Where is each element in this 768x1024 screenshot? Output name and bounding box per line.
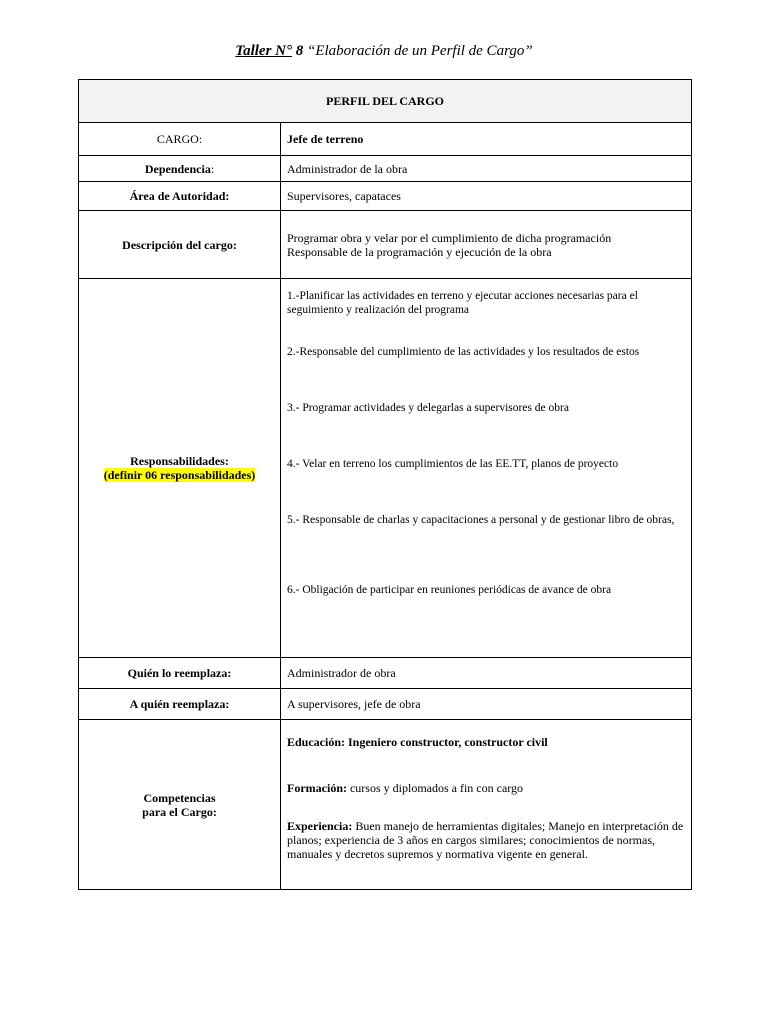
quien-reemplaza-value: Administrador de obra [281, 658, 692, 689]
responsabilidades-note: (definir 06 responsabilidades) [103, 468, 256, 482]
cargo-label: CARGO [156, 132, 199, 146]
responsabilidades-label: Responsabilidades: [130, 454, 229, 468]
responsabilidad-item: 5.- Responsable de charlas y capacitaciones a personal y de gestionar libro de obras, [287, 514, 675, 526]
descripcion-line-2: Responsable de la programación y ejecución de la obra [287, 244, 552, 259]
descripcion-line-1: Programar obra y velar por el cumplimiento de dicha programación [287, 230, 612, 245]
responsabilidad-item: 3.- Programar actividades y delegarlas a supervisores de obra [287, 402, 569, 414]
taller-label: Taller N° [235, 43, 292, 59]
quien-reemplaza-label: Quién lo reemplaza: [79, 658, 281, 689]
responsabilidades-label-cell [79, 279, 281, 658]
row-responsabilidades [79, 279, 692, 658]
row-competencias [79, 720, 692, 890]
educacion-block [287, 735, 685, 781]
responsabilidad-item: 6.- Obligación de participar en reuniones periódicas de avance de obra [287, 584, 612, 596]
taller-number: 8 [292, 43, 304, 59]
taller-subtitle: “Elaboración de un Perfil de Cargo” [303, 43, 533, 59]
experiencia-value: Buen manejo de herramientas digitales; Manejo en interpretación de planos; experiencia de 3 años en cargos similares; conocimientos de normas, manuales y decretos supremos y normativa vigente en general. [287, 819, 684, 861]
experiencia-key: Experiencia: [287, 819, 353, 833]
row-quien-reemplaza [79, 658, 692, 689]
experiencia-block [287, 819, 685, 861]
a-quien-reemplaza-value: A supervisores, jefe de obra [281, 689, 692, 720]
dependencia-label: Dependencia [144, 161, 211, 176]
dependencia-label-cell [79, 156, 281, 182]
area-value: Supervisores, capataces [281, 182, 692, 211]
dependencia-colon: : [210, 161, 215, 176]
competencias-label-line-1: Competencias [143, 790, 216, 805]
table-header-row [79, 80, 692, 123]
cargo-label-cell [79, 123, 281, 156]
row-cargo [79, 123, 692, 156]
row-area [79, 182, 692, 211]
competencias-label-line-2: para el Cargo: [142, 804, 217, 819]
formacion-value: cursos y diplomados a fin con cargo [346, 781, 524, 795]
educacion-value: Ingeniero constructor, constructor civil [345, 735, 548, 749]
descripcion-value [281, 211, 692, 279]
responsabilidad-item: 4.- Velar en terreno los cumplimientos de las EE.TT, planos de proyecto [287, 458, 619, 470]
document-title [0, 41, 768, 61]
competencias-label-cell [79, 720, 281, 890]
formacion-key: Formación: [287, 781, 347, 795]
descripcion-label: Descripción del cargo: [79, 211, 281, 279]
dependencia-value: Administrador de la obra [281, 156, 692, 182]
row-descripcion [79, 211, 692, 279]
educacion-key: Educación: [287, 735, 346, 749]
row-dependencia [79, 156, 692, 182]
area-label: Área de Autoridad: [79, 182, 281, 211]
row-a-quien-reemplaza [79, 689, 692, 720]
a-quien-reemplaza-label: A quién reemplaza: [79, 689, 281, 720]
formacion-block [287, 781, 685, 819]
responsabilidades-list [281, 279, 692, 658]
competencias-value [281, 720, 692, 890]
responsabilidad-item: 2.-Responsable del cumplimiento de las actividades y los resultados de estos [287, 346, 640, 358]
profile-table [78, 79, 692, 890]
cargo-value: Jefe de terreno [281, 123, 692, 156]
responsabilidad-item: 1.-Planificar las actividades en terreno y ejecutar acciones necesarias para el seguimiento y realización del programa [287, 290, 638, 316]
table-title: PERFIL DEL CARGO [79, 80, 692, 123]
cargo-colon: : [198, 132, 203, 146]
